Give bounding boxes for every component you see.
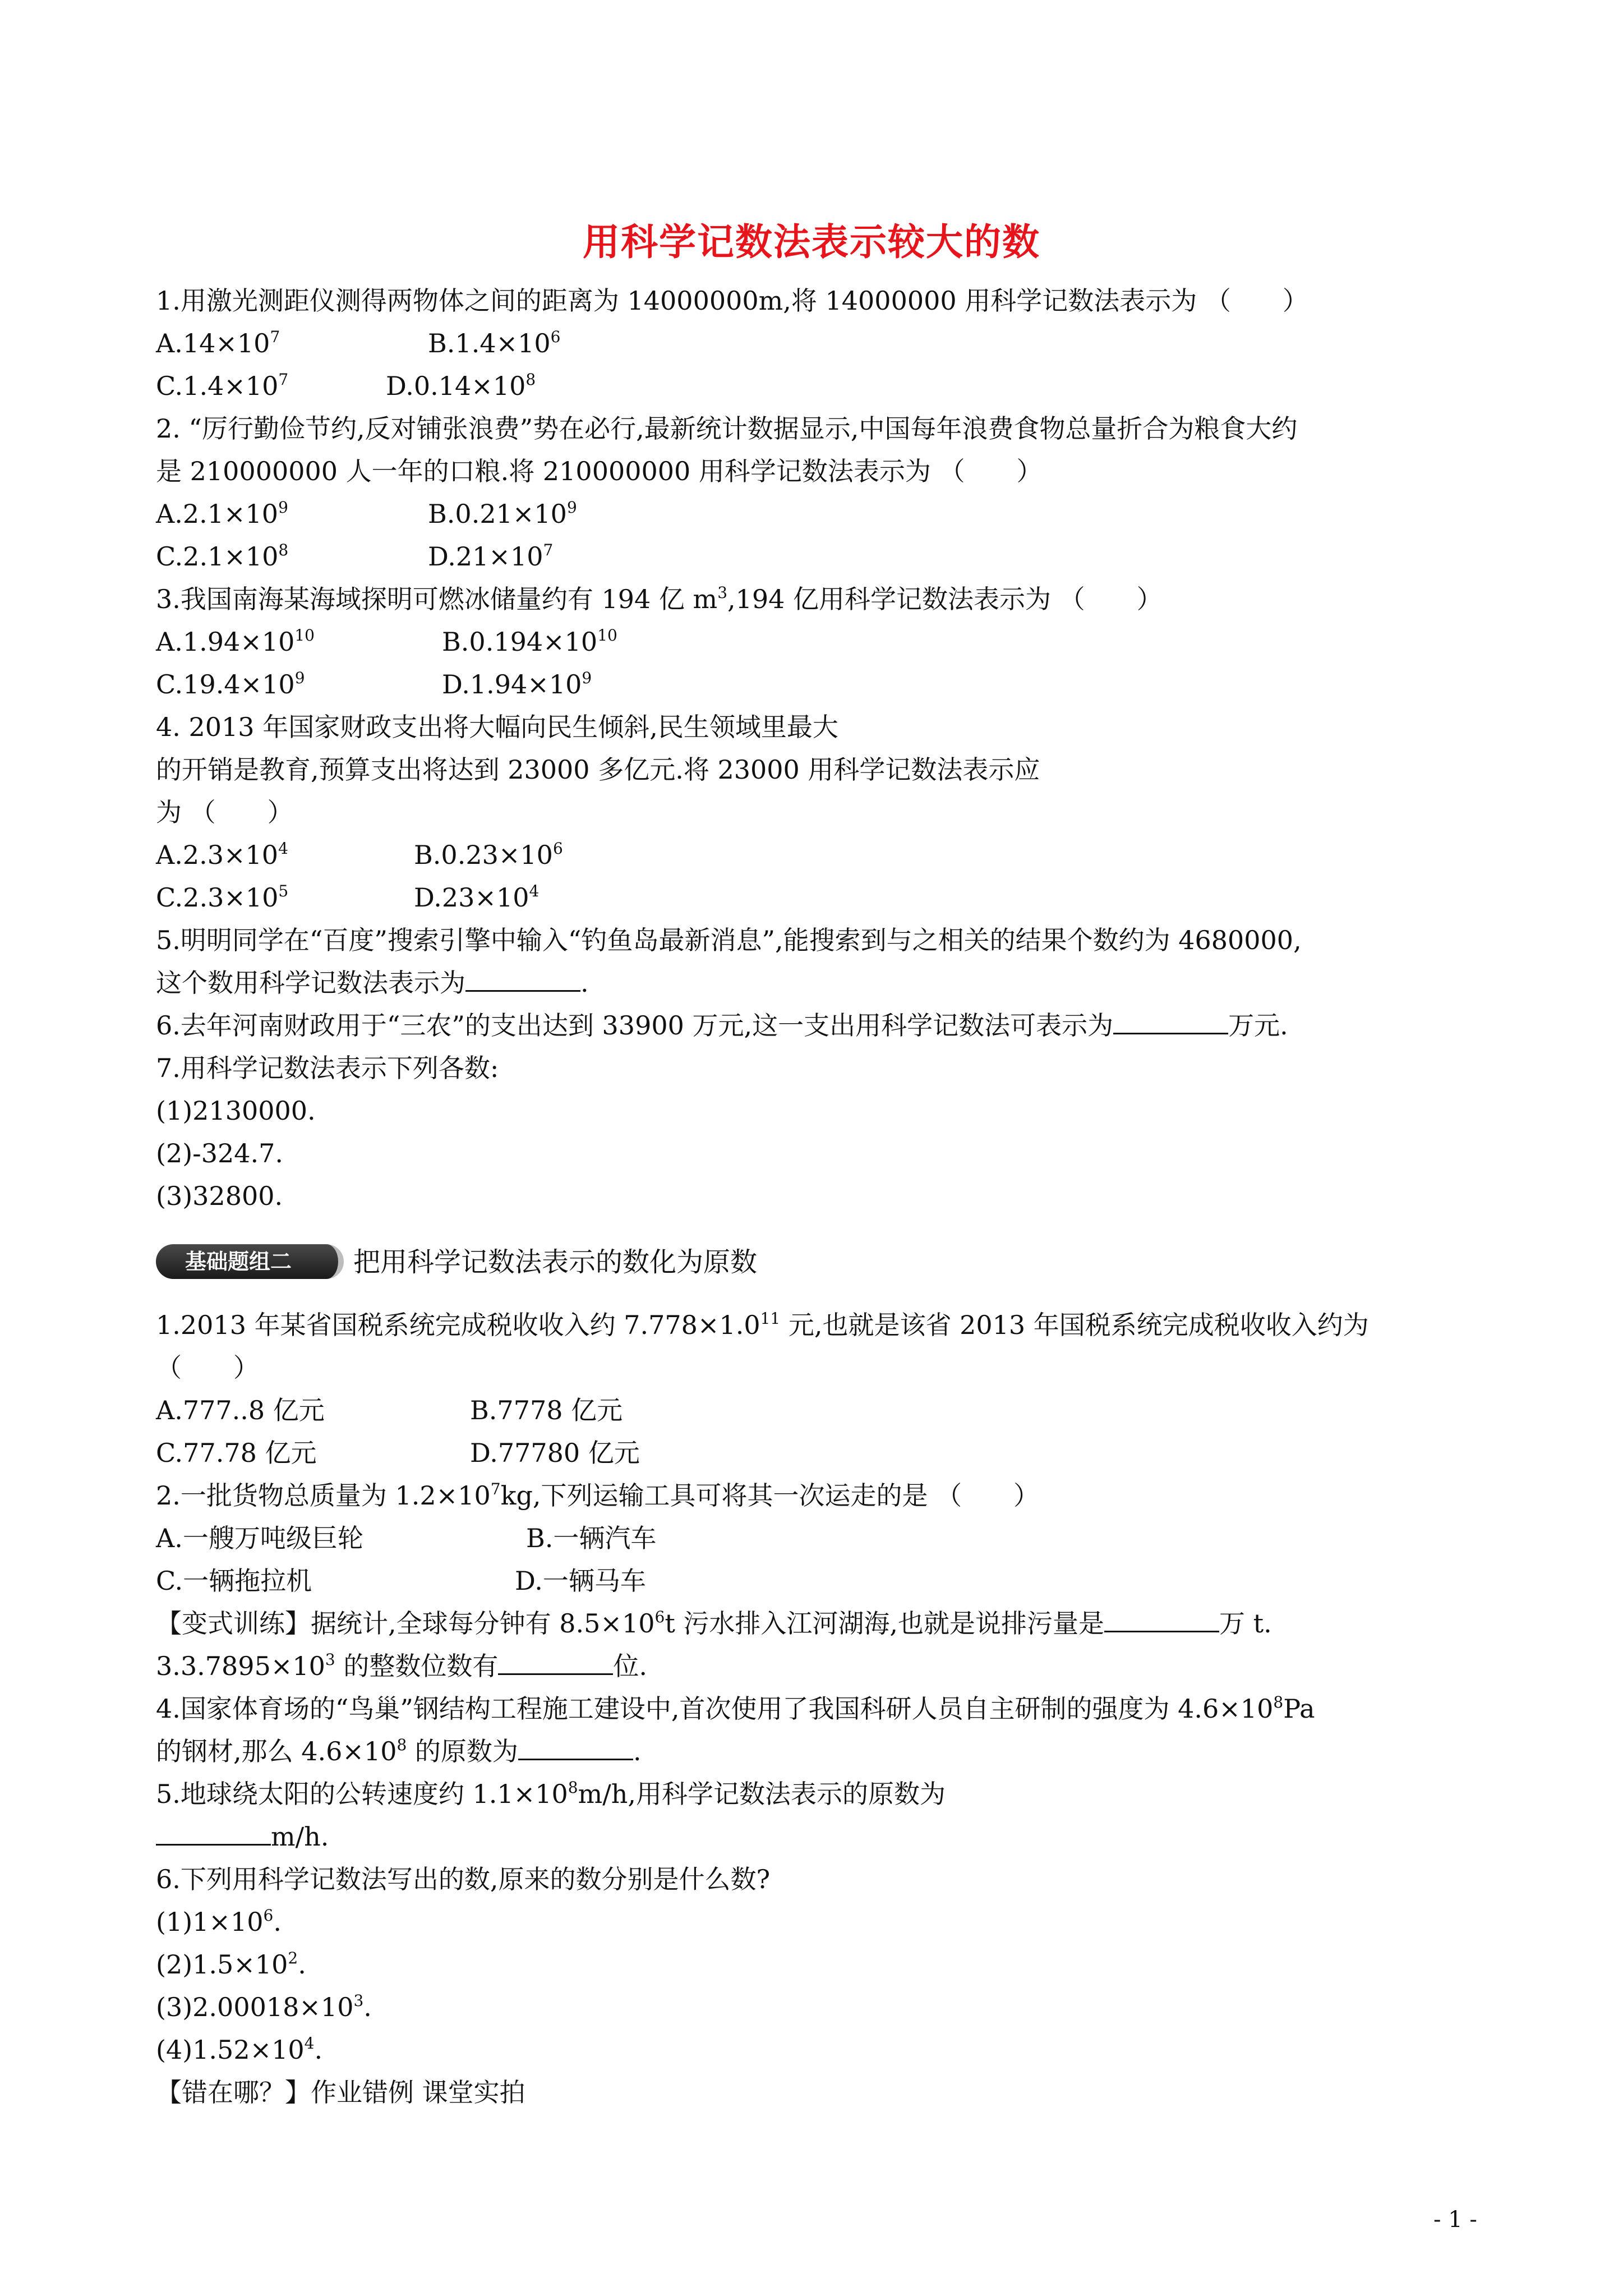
option-c: C.一辆拖拉机 <box>156 1566 312 1596</box>
option-c: C.77.78 亿元 <box>156 1438 317 1468</box>
g2-question-6-stem: 6.下列用科学记数法写出的数,原来的数分别是什么数? <box>156 1864 771 1894</box>
section-badge: 基础题组二 <box>156 1244 344 1279</box>
option-a: $A.14\times 10^7$ <box>156 328 280 358</box>
answer-blank[interactable] <box>1104 1608 1219 1632</box>
option-a: $A.2.3\times 10^4$ <box>156 839 288 870</box>
answer-blank[interactable] <box>518 1736 633 1760</box>
option-a: $A.2.1\times 10^9$ <box>156 498 288 529</box>
question-6-stem: 6.去年河南财政用于“三农”的支出达到 33900 万元,这一支出用科学记数法可表示为 万元. <box>156 1010 1288 1041</box>
option-c: $C.2.3\times 10^5$ <box>156 882 289 913</box>
option-b: $B.0.194\times 10^{10}$ <box>442 626 617 657</box>
error-note: 【错在哪？】作业错例 课堂实拍 <box>156 2077 525 2108</box>
question-7-item-2: (2)-324.7. <box>156 1138 284 1168</box>
option-a: $A.1.94\times 10^{10}$ <box>156 626 315 657</box>
answer-blank[interactable] <box>156 1821 271 1846</box>
option-b: B.7778 亿元 <box>470 1395 623 1425</box>
question-2-line-1: 2. “厉行勤俭节约,反对铺张浪费”势在必行,最新统计数据显示,中国每年浪费食物总量折合为粮食大约 <box>156 413 1298 444</box>
question-5-line-2: 这个数用科学记数法表示为 . <box>156 968 589 998</box>
option-b: $B.0.23\times 10^6$ <box>414 839 563 870</box>
option-d: $D.0.14\times 10^8$ <box>386 370 536 401</box>
option-c: $C.2.1\times 10^8$ <box>156 541 289 572</box>
question-4-line-2: 的开销是教育,预算支出将达到 23000 多亿元.将 23000 用科学记数法表示应 <box>156 754 1040 785</box>
answer-blank[interactable] <box>465 968 580 992</box>
g2-question-1-paren: （ ） <box>156 1352 259 1383</box>
option-c: $C.19.4\times 10^9$ <box>156 669 305 700</box>
question-7-stem: 7.用科学记数法表示下列各数: <box>156 1053 499 1083</box>
question-7-item-3: (3)32800. <box>156 1181 283 1211</box>
g2-question-6-item-2: $(2)1.5\times 10^2$. <box>156 1949 306 1980</box>
g2-question-3-stem: $3.3.7895\times 10^3$ 的整数位数有 位. <box>156 1650 647 1681</box>
option-b: B.一辆汽车 <box>526 1523 657 1553</box>
question-1-stem: 1.用激光测距仪测得两物体之间的距离为 14000000m,将 14000000 用科学记数法表示为 （ ） <box>156 286 1308 316</box>
option-a: A.777..8 亿元 <box>156 1395 325 1425</box>
answer-blank[interactable] <box>498 1651 613 1675</box>
question-2-line-2: 是 210000000 人一年的口粮.将 210000000 用科学记数法表示为 （ ） <box>156 456 1043 486</box>
section-heading: 把用科学记数法表示的数化为原数 <box>353 1246 758 1278</box>
question-3-stem: 3.我国南海某海域探明可燃冰储量约有 194 亿 $m^3,194$ 亿用科学记数法表示为 （ ） <box>156 583 1163 614</box>
question-4-line-3: 为 （ ） <box>156 797 293 827</box>
answer-blank[interactable] <box>1113 1010 1228 1034</box>
option-d: D.一辆马车 <box>515 1566 646 1596</box>
variant-training: 【变式训练】据统计,全球每分钟有 $8.5\times 10^6t$ 污水排入江河湖海,也就是说排污量是 万 t. <box>156 1608 1272 1639</box>
page-title: 用科学记数法表示较大的数 <box>583 220 1040 264</box>
option-d: $D.21\times 10^7$ <box>428 541 554 572</box>
g2-question-5-line-2: m/h. <box>156 1821 329 1852</box>
g2-question-4-line-2: 的钢材,那么 $4.6\times 10^8$ 的原数为 . <box>156 1736 642 1766</box>
g2-question-5-line-1: 5.地球绕太阳的公转速度约 $1.1\times 10^8m/h$,用科学记数法表示的原数为 <box>156 1778 946 1809</box>
option-c: $C.1.4\times 10^7$ <box>156 370 289 401</box>
g2-question-2-stem: 2.一批货物总质量为 $1.2\times 10^7kg$,下列运输工具可将其一次运走的是 （ ） <box>156 1480 1040 1511</box>
g2-question-1-stem: 1.2013 年某省国税系统完成税收收入约 $7.778\times 1.0^{11}$ 元,也就是该省 2013 年国税系统完成税收收入约为 <box>156 1309 1369 1340</box>
g2-question-6-item-3: $(3)2.00018\times 10^3$. <box>156 1991 372 2022</box>
page-number: - 1 - <box>1433 2207 1477 2233</box>
option-a: A.一艘万吨级巨轮 <box>156 1523 363 1553</box>
question-5-line-1: 5.明明同学在“百度”搜索引擎中输入“钓鱼岛最新消息”,能搜索到与之相关的结果个数约为 4680000, <box>156 925 1302 955</box>
g2-question-6-item-4: $(4)1.52\times 10^4$. <box>156 2034 323 2065</box>
question-4-line-1: 4. 2013 年国家财政支出将大幅向民生倾斜,民生领域里最大 <box>156 712 838 742</box>
question-7-item-1: (1)2130000. <box>156 1096 316 1126</box>
option-d: D.77780 亿元 <box>470 1438 640 1468</box>
option-b: $B.1.4\times 10^6$ <box>428 328 561 358</box>
option-d: $D.23\times 10^4$ <box>414 882 540 913</box>
g2-question-6-item-1: $(1)1\times 10^6$. <box>156 1906 282 1937</box>
option-b: $B.0.21\times 10^9$ <box>428 498 577 529</box>
option-d: $D.1.94\times 10^9$ <box>442 669 592 700</box>
g2-question-4-line-1: 4.国家体育场的“鸟巢”钢结构工程施工建设中,首次使用了我国科研人员自主研制的强度为 $4.6\times 10^8Pa$ <box>156 1693 1315 1724</box>
